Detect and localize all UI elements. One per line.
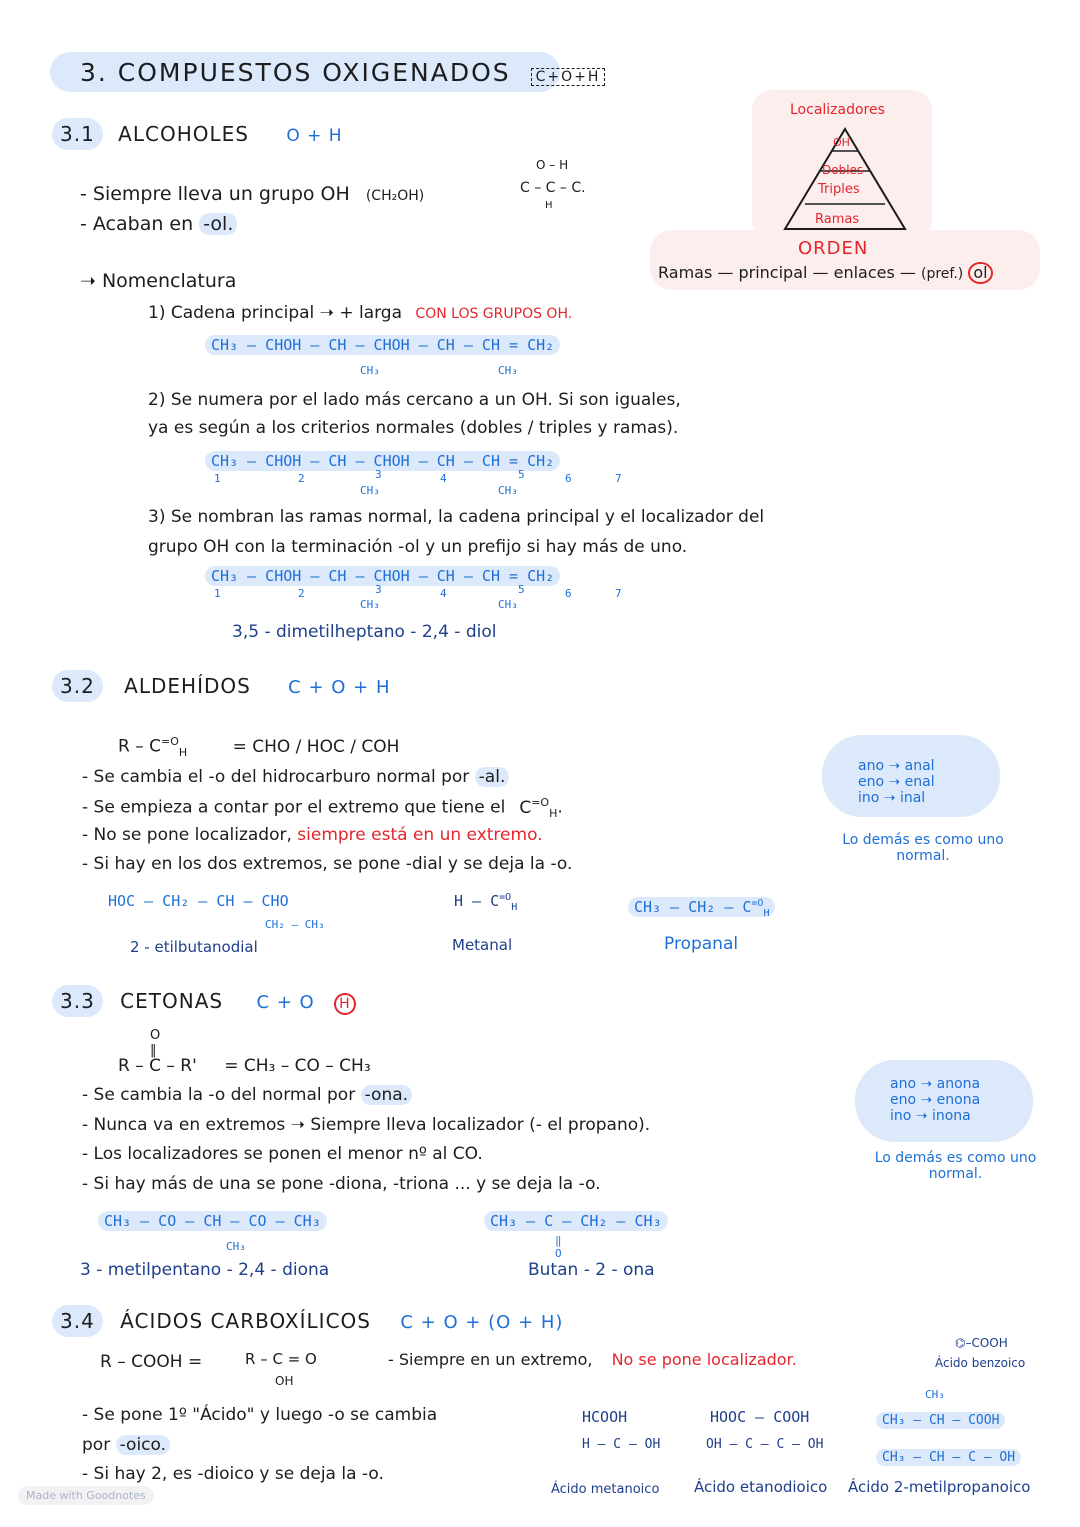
step-2-line-2: ya es según a los criterios normales (dobles / triples y ramas).	[148, 418, 679, 438]
section-alcoholes-heading: 3.1 ALCOHOLES O + H	[52, 118, 343, 150]
alcohol-example-name: 3,5 - dimetilheptano - 2,4 - diol	[232, 622, 497, 642]
page-title: 3. COMPUESTOS OXIGENADOS C+O+H	[80, 58, 605, 87]
cetona-bullet-1: - Se cambia la -o del normal por -ona.	[82, 1085, 412, 1105]
acido-ex3-branch: CH₃	[925, 1388, 945, 1401]
cetona-ex2-formula: CH₃ – C – CH₂ – CH₃	[484, 1212, 668, 1230]
step-2-line-1: 2) Se numera por el lado más cercano a un OH. Si son iguales,	[148, 390, 681, 410]
chain-2-num-7: 7	[615, 472, 622, 485]
chain-2-num-1: 1	[214, 472, 221, 485]
pyramid-caption: ORDEN	[798, 238, 869, 259]
cetona-ex1-formula: CH₃ – CO – CH – CO – CH₃	[98, 1212, 327, 1230]
cetona-bullet-4: - Si hay más de una se pone -diona, -triona ... y se deja la -o.	[82, 1174, 601, 1194]
acido-bullet-1b: por -oico.	[82, 1435, 170, 1455]
cetona-general: R – C – R' = CH₃ – CO – CH₃	[118, 1056, 371, 1076]
chain-1: CH₃ – CHOH – CH – CHOH – CH – CH = CH₂	[205, 336, 560, 354]
acido-ex2-name: Ácido etanodioico	[694, 1478, 828, 1496]
cetona-ex1-branch: CH₃	[226, 1240, 246, 1253]
benzoic-formula: ⌬–COOH	[955, 1336, 1008, 1350]
chain-3-num-1: 1	[214, 587, 221, 600]
chain-3-num-6: 6	[565, 587, 572, 600]
cetona-cloud-note: Lo demás es como uno normal.	[874, 1150, 1037, 1182]
order-circled: ol	[968, 262, 992, 284]
cetona-bullet-2: - Nunca va en extremos ➝ Siempre lleva localizador (- el propano).	[82, 1115, 651, 1135]
chain-3-branch-a: CH₃	[360, 598, 380, 611]
acido-ex3-name: Ácido 2-metilpropanoico	[848, 1478, 1031, 1496]
aldehido-ex3-name: Propanal	[664, 934, 739, 954]
order-text: Ramas — principal — enlaces — (pref.) ol	[658, 262, 993, 284]
chain-2-branch-a: CH₃	[360, 484, 380, 497]
aldehido-ex1-name: 2 - etilbutanodial	[130, 938, 258, 956]
alcoholes-bullet-1: - Siempre lleva un grupo OH (CH₂OH)	[80, 183, 425, 205]
step-3-line-1: 3) Se nombran las ramas normal, la cadena principal y el localizador del	[148, 507, 765, 527]
title-tag: C+O+H	[531, 68, 606, 86]
chain-3-branch-b: CH₃	[498, 598, 518, 611]
chain-2-num-4: 4	[440, 472, 447, 485]
acido-note: - Siempre en un extremo, No se pone localizador.	[388, 1350, 797, 1369]
acido-ex1-name: Ácido metanoico	[551, 1482, 660, 1497]
chain-3-num-7: 7	[615, 587, 622, 600]
aldehido-ex2-name: Metanal	[452, 936, 513, 954]
step-1: 1) Cadena principal ➝ + larga CON LOS GRUPOS OH.	[148, 303, 573, 323]
alcohol-struct-top: O – H	[536, 158, 569, 172]
chain-3: CH₃ – CHOH – CH – CHOH – CH – CH = CH₂	[205, 567, 560, 585]
pyramid-level-dobles: Dobles	[822, 163, 864, 177]
chain-2-num-3: 3	[375, 468, 382, 481]
acido-general-oh: OH	[275, 1374, 294, 1388]
cetonas-circled: H	[334, 993, 356, 1015]
cetona-cloud-text: ano ➝ anona eno ➝ enona ino ➝ inona	[890, 1076, 981, 1124]
acido-ex1-struct: H – C – OH	[582, 1437, 661, 1452]
chain-1-branch-a: CH₃	[360, 364, 380, 377]
aldehido-ex1-formula: HOC – CH₂ – CH – CHO	[108, 892, 289, 910]
benzoic-name: Ácido benzoico	[935, 1356, 1026, 1370]
nomenclatura-heading: ➝ Nomenclatura	[80, 270, 237, 292]
chain-3-num-4: 4	[440, 587, 447, 600]
acido-general: R – COOH =	[100, 1352, 203, 1372]
aldehido-bullet-3: - No se pone localizador, siempre está en un extremo.	[82, 825, 543, 845]
aldehido-ex2-formula: H – $C^{=O}_H$	[454, 892, 518, 913]
chain-1-branch-b: CH₃	[498, 364, 518, 377]
section-acidos-heading: 3.4 ÁCIDOS CARBOXÍLICOS C + O + (O + H)	[52, 1305, 563, 1337]
alcohol-struct-bottom: H	[545, 200, 553, 211]
aldehido-bullet-4: - Si hay en los dos extremos, se pone -dial y se deja la -o.	[82, 854, 573, 874]
aldehido-bullet-2: - Se empieza a contar por el extremo que tiene el $C^{=O}_H$.	[82, 796, 563, 821]
chain-3-num-5: 5	[518, 583, 525, 596]
aldehido-cloud-note: Lo demás es como uno normal.	[842, 832, 1004, 864]
acido-bullet-2: - Si hay 2, es -dioico y se deja la -o.	[82, 1464, 384, 1484]
chain-2-num-2: 2	[298, 472, 305, 485]
acido-ex1-formula: HCOOH	[582, 1408, 628, 1426]
alcoholes-bullet-2: - Acaban en -ol.	[80, 213, 237, 235]
acido-ex3-struct: CH₃ – CH – C – OH	[876, 1447, 1021, 1465]
chain-2-num-6: 6	[565, 472, 572, 485]
aldehido-ex1-branch: CH₂ – CH₃	[265, 918, 325, 931]
section-cetonas-heading: 3.3 CETONAS C + O H	[52, 985, 356, 1017]
acido-ex2-struct: OH – C – C – OH	[706, 1437, 824, 1452]
chain-2-num-5: 5	[518, 468, 525, 481]
cetona-ex1-name: 3 - metilpentano - 2,4 - diona	[80, 1260, 330, 1280]
pyramid-level-triples: Triples	[818, 182, 860, 197]
chain-2: CH₃ – CHOH – CH – CHOH – CH – CH = CH₂	[205, 452, 560, 470]
pyramid-level-ramas: Ramas	[815, 212, 860, 227]
acido-ex2-formula: HOOC – COOH	[710, 1408, 810, 1426]
goodnotes-watermark: Made with Goodnotes	[18, 1486, 154, 1505]
chain-3-num-3: 3	[375, 583, 382, 596]
pyramid-level-oh: OH	[833, 136, 850, 149]
pyramid-title: Localizadores	[790, 102, 885, 118]
aldehido-cloud-text: ano ➝ anal eno ➝ enal ino ➝ inal	[858, 758, 935, 806]
acido-ex3-formula: CH₃ – CH – COOH	[876, 1410, 1005, 1428]
aldehido-general: R – $C^{=O}_H$ = CHO / HOC / COH	[118, 735, 400, 760]
aldehido-ex3-formula: $CH_3 - CH_2 - C^{=O}_H$	[628, 898, 775, 919]
alcohol-struct-mid: C – C – C.	[520, 180, 586, 196]
acido-bullet-1: - Se pone 1º "Ácido" y luego -o se cambia	[82, 1405, 438, 1425]
chain-2-branch-b: CH₃	[498, 484, 518, 497]
chain-3-num-2: 2	[298, 587, 305, 600]
acido-general-struct: R – C = O	[245, 1350, 317, 1368]
step-3-line-2: grupo OH con la terminación -ol y un prefijo si hay más de uno.	[148, 537, 688, 557]
aldehido-bullet-1: - Se cambia el -o del hidrocarburo normal por -al.	[82, 767, 509, 787]
cetona-oxygen: O ‖	[150, 1028, 161, 1058]
cetona-bullet-3: - Los localizadores se ponen el menor nº al CO.	[82, 1144, 483, 1164]
cetona-ex2-oxygen: ‖ O	[555, 1234, 562, 1260]
section-aldehidos-heading: 3.2 ALDEHÍDOS C + O + H	[52, 670, 391, 702]
cetona-ex2-name: Butan - 2 - ona	[528, 1260, 655, 1280]
